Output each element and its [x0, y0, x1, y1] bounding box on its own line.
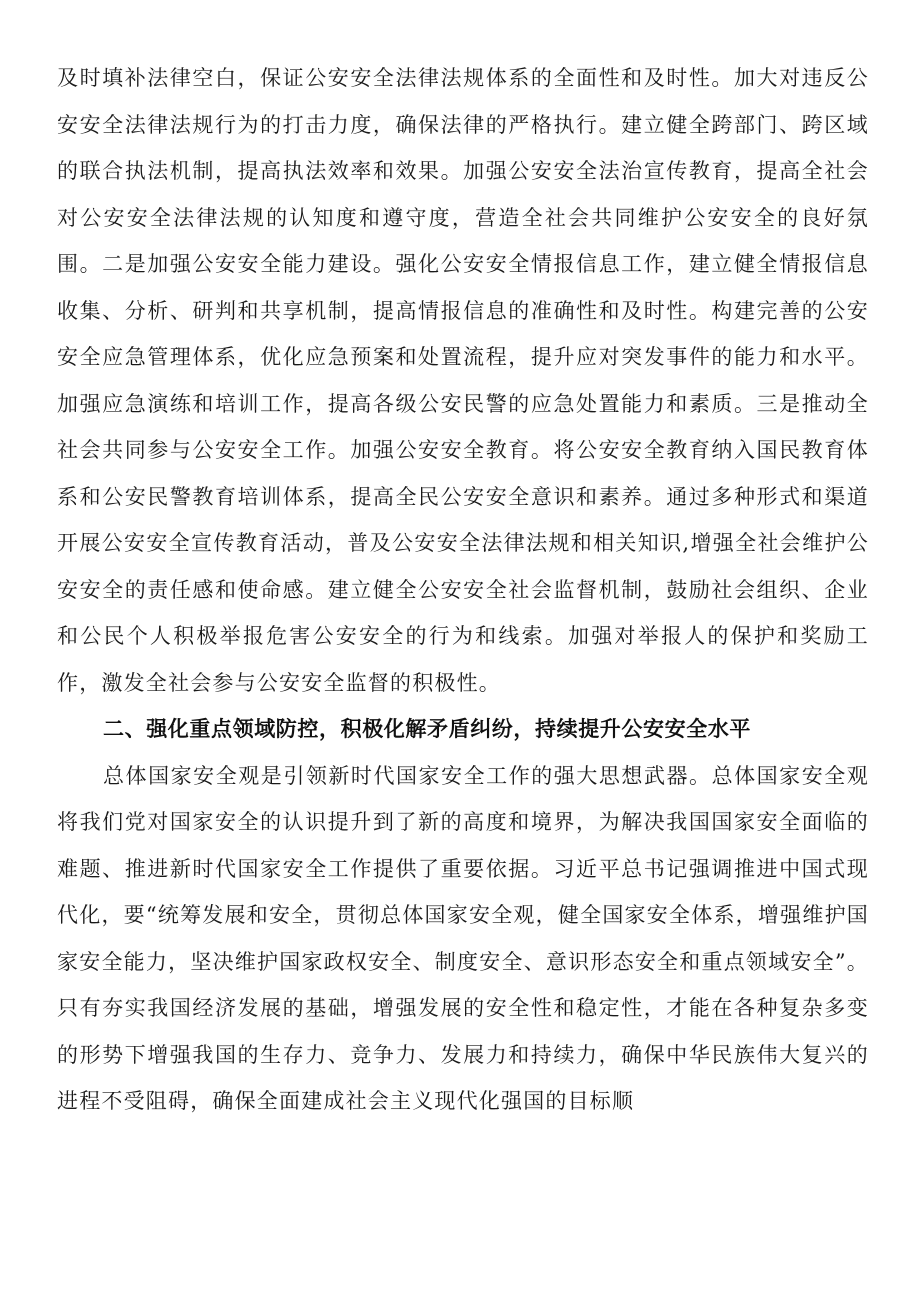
body-paragraph: 总体国家安全观是引领新时代国家安全工作的强大思想武器。总体国家安全观将我们党对国家安全的认识提升到了新的高度和境界，为解决我国国家安全面临的难题、推进新时代国家安全工作提供了重要依据。习近平总书记强调推进中国式现代化，要“统筹发展和安全，贯彻总体国家安全观，健全国家安全体系，增强维护国家安全能力，坚决维护国家政权安全、制度安全、意识形态安全和重点领域安全”。只有夯实我国经济发展的基础，增强发展的安全性和稳定性，才能在各种复杂多变的形势下增强我国的生存力、竞争力、发展力和持续力，确保中华民族伟大复兴的进程不受阻碍，确保全面建成社会主义现代化强国的目标顺: [57, 763, 869, 1113]
document-body: [57, 55, 869, 1125]
section-heading: 二、强化重点领域防控，积极化解矛盾纠纷，持续提升公安安全水平: [103, 717, 751, 741]
body-paragraph-continued: 及时填补法律空白，保证公安安全法律法规体系的全面性和及时性。加大对违反公安安全法律法规行为的打击力度，确保法律的严格执行。建立健全跨部门、跨区域的联合执法机制，提高执法效率和效果。加强公安安全法治宣传教育，提高全社会对公安安全法律法规的认知度和遵守度，营造全社会共同维护公安安全的良好氛围。二是加强公安安全能力建设。强化公安安全情报信息工作，建立健全情报信息收集、分析、研判和共享机制，提高情报信息的准确性和及时性。构建完善的公安安全应急管理体系，优化应急预案和处置流程，提升应对突发事件的能力和水平。加强应急演练和培训工作，提高各级公安民警的应急处置能力和素质。三是推动全社会共同参与公安安全工作。加强公安安全教育。将公安安全教育纳入国民教育体系和公安民警教育培训体系，提高全民公安安全意识和素养。通过多种形式和渠道开展公安安全宣传教育活动，普及公安安全法律法规和相关知识,增强全社会维护公安安全的责任感和使命感。建立健全公安安全社会监督机制，鼓励社会组织、企业和公民个人积极举报危害公安安全的行为和线索。加强对举报人的保护和奖励工作，激发全社会参与公安安全监督的积极性。: [57, 66, 869, 695]
